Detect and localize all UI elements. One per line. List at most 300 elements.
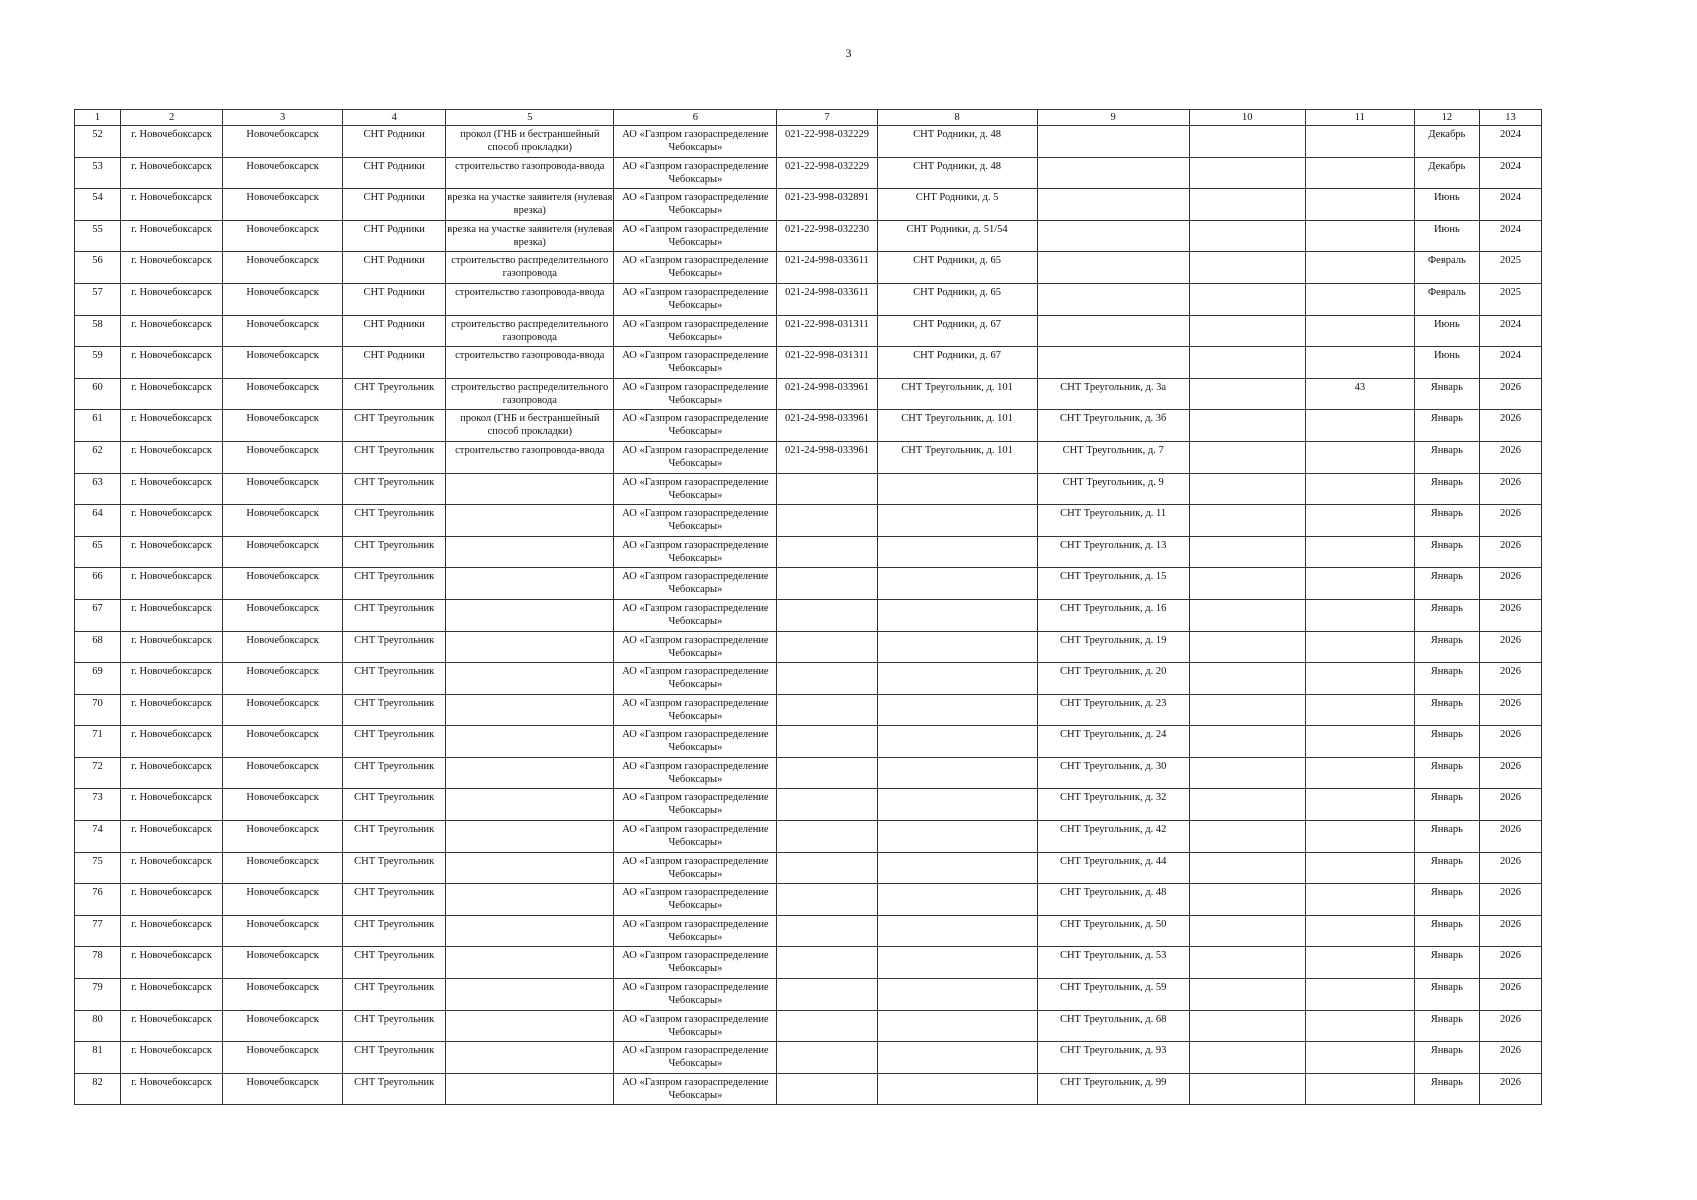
table-cell xyxy=(1305,189,1414,221)
table-cell: 57 xyxy=(75,283,121,315)
table-cell: Новочебоксарск xyxy=(223,821,343,853)
table-cell: АО «Газпром газораспределение Чебоксары» xyxy=(614,979,777,1011)
table-row xyxy=(75,947,1542,979)
table-cell: АО «Газпром газораспределение Чебоксары» xyxy=(614,441,777,473)
table-cell: СНТ Родники xyxy=(343,283,446,315)
table-cell xyxy=(1305,726,1414,758)
table-cell: 71 xyxy=(75,726,121,758)
table-cell: 2024 xyxy=(1479,157,1541,189)
table-cell: АО «Газпром газораспределение Чебоксары» xyxy=(614,694,777,726)
table-cell: СНТ Треугольник xyxy=(343,536,446,568)
table-cell: АО «Газпром газораспределение Чебоксары» xyxy=(614,473,777,505)
table-row xyxy=(75,126,1542,158)
table-cell xyxy=(1305,536,1414,568)
table-cell: 2026 xyxy=(1479,505,1541,537)
table-cell xyxy=(1189,473,1305,505)
table-cell: 2025 xyxy=(1479,252,1541,284)
table-cell: Январь xyxy=(1414,726,1479,758)
table-cell xyxy=(1189,126,1305,158)
table-cell: АО «Газпром газораспределение Чебоксары» xyxy=(614,884,777,916)
table-cell: АО «Газпром газораспределение Чебоксары» xyxy=(614,1010,777,1042)
table-row xyxy=(75,1010,1542,1042)
table-cell: г. Новочебоксарск xyxy=(121,189,223,221)
table-cell: 021-24-998-033961 xyxy=(777,410,877,442)
table-cell: СНТ Треугольник xyxy=(343,631,446,663)
table-cell xyxy=(1037,283,1189,315)
table-cell: Новочебоксарск xyxy=(223,947,343,979)
table-cell: 56 xyxy=(75,252,121,284)
column-header: 1 xyxy=(75,110,121,126)
table-cell xyxy=(777,947,877,979)
table-row xyxy=(75,821,1542,853)
table-cell xyxy=(1305,1073,1414,1105)
table-cell: 70 xyxy=(75,694,121,726)
table-cell: г. Новочебоксарск xyxy=(121,1042,223,1074)
table-row xyxy=(75,694,1542,726)
table-cell: 2024 xyxy=(1479,220,1541,252)
table-cell: АО «Газпром газораспределение Чебоксары» xyxy=(614,915,777,947)
table-cell: 021-22-998-031311 xyxy=(777,347,877,379)
table-cell: Новочебоксарск xyxy=(223,505,343,537)
table-cell xyxy=(877,631,1037,663)
table-cell: Январь xyxy=(1414,663,1479,695)
table-cell xyxy=(1189,789,1305,821)
table-cell: Январь xyxy=(1414,757,1479,789)
table-cell: Январь xyxy=(1414,821,1479,853)
table-cell: Январь xyxy=(1414,789,1479,821)
table-row xyxy=(75,1073,1542,1105)
table-cell: Новочебоксарск xyxy=(223,884,343,916)
table-row xyxy=(75,789,1542,821)
table-cell: г. Новочебоксарск xyxy=(121,568,223,600)
table-cell xyxy=(1305,821,1414,853)
table-cell xyxy=(1189,252,1305,284)
table-cell: АО «Газпром газораспределение Чебоксары» xyxy=(614,157,777,189)
table-cell: Январь xyxy=(1414,1010,1479,1042)
table-cell: 76 xyxy=(75,884,121,916)
table-row xyxy=(75,252,1542,284)
table-cell xyxy=(1037,189,1189,221)
table-cell xyxy=(446,473,614,505)
table-cell: Новочебоксарск xyxy=(223,757,343,789)
table-cell xyxy=(777,536,877,568)
column-header: 11 xyxy=(1305,110,1414,126)
table-cell xyxy=(877,915,1037,947)
table-cell: Новочебоксарск xyxy=(223,220,343,252)
table-cell: СНТ Треугольник, д. 23 xyxy=(1037,694,1189,726)
table-cell: СНТ Треугольник, д. 50 xyxy=(1037,915,1189,947)
table-cell xyxy=(877,726,1037,758)
table-cell: СНТ Треугольник xyxy=(343,441,446,473)
table-cell: 2026 xyxy=(1479,915,1541,947)
table-cell xyxy=(446,947,614,979)
table-cell: Январь xyxy=(1414,378,1479,410)
table-cell: 2026 xyxy=(1479,1010,1541,1042)
table-cell xyxy=(1189,378,1305,410)
table-cell xyxy=(877,979,1037,1011)
table-cell: 2026 xyxy=(1479,947,1541,979)
table-cell: 021-22-998-032230 xyxy=(777,220,877,252)
table-cell xyxy=(446,757,614,789)
table-cell xyxy=(777,757,877,789)
table-cell: СНТ Родники xyxy=(343,126,446,158)
table-cell: СНТ Треугольник xyxy=(343,947,446,979)
table-row xyxy=(75,757,1542,789)
table-cell: 2026 xyxy=(1479,757,1541,789)
table-cell: СНТ Треугольник xyxy=(343,694,446,726)
table-cell: СНТ Треугольник xyxy=(343,1010,446,1042)
table-cell xyxy=(446,979,614,1011)
table-cell: АО «Газпром газораспределение Чебоксары» xyxy=(614,410,777,442)
table-cell xyxy=(1037,347,1189,379)
table-cell: г. Новочебоксарск xyxy=(121,821,223,853)
table-cell: г. Новочебоксарск xyxy=(121,1073,223,1105)
table-cell: СНТ Родники xyxy=(343,157,446,189)
table-cell: АО «Газпром газораспределение Чебоксары» xyxy=(614,599,777,631)
table-cell: Новочебоксарск xyxy=(223,1073,343,1105)
table-cell: Новочебоксарск xyxy=(223,694,343,726)
table-cell: СНТ Треугольник, д. 48 xyxy=(1037,884,1189,916)
table-cell: 2026 xyxy=(1479,979,1541,1011)
table-row xyxy=(75,378,1542,410)
table-cell xyxy=(777,599,877,631)
table-cell: СНТ Родники, д. 48 xyxy=(877,126,1037,158)
table-cell xyxy=(1189,852,1305,884)
table-cell: 021-23-998-032891 xyxy=(777,189,877,221)
table-cell xyxy=(1189,315,1305,347)
table-cell: г. Новочебоксарск xyxy=(121,473,223,505)
table-cell xyxy=(877,947,1037,979)
table-cell xyxy=(1037,252,1189,284)
table-cell: СНТ Родники, д. 67 xyxy=(877,315,1037,347)
table-cell: Январь xyxy=(1414,884,1479,916)
table-cell: Новочебоксарск xyxy=(223,1042,343,1074)
table-cell xyxy=(1189,915,1305,947)
table-cell: АО «Газпром газораспределение Чебоксары» xyxy=(614,663,777,695)
table-cell xyxy=(777,663,877,695)
page-number: 3 xyxy=(845,46,852,60)
table-cell xyxy=(1189,631,1305,663)
table-cell: Январь xyxy=(1414,947,1479,979)
table-cell xyxy=(1189,410,1305,442)
table-cell: 021-22-998-032229 xyxy=(777,126,877,158)
table-cell: СНТ Родники xyxy=(343,347,446,379)
table-cell xyxy=(777,568,877,600)
table-cell: Январь xyxy=(1414,1042,1479,1074)
table-cell: прокол (ГНБ и бестраншейный способ прокладки) xyxy=(446,126,614,158)
table-cell: Январь xyxy=(1414,441,1479,473)
table-cell xyxy=(1305,220,1414,252)
table-cell xyxy=(1189,220,1305,252)
table-cell: Январь xyxy=(1414,694,1479,726)
table-cell: 2026 xyxy=(1479,473,1541,505)
table-cell: СНТ Треугольник, д. 20 xyxy=(1037,663,1189,695)
table-row xyxy=(75,631,1542,663)
table-cell xyxy=(1189,599,1305,631)
table-cell xyxy=(446,821,614,853)
table-cell: прокол (ГНБ и бестраншейный способ прокладки) xyxy=(446,410,614,442)
table-cell: СНТ Треугольник xyxy=(343,979,446,1011)
table-cell: Новочебоксарск xyxy=(223,979,343,1011)
table-cell: СНТ Треугольник, д. 101 xyxy=(877,410,1037,442)
table-cell: АО «Газпром газораспределение Чебоксары» xyxy=(614,283,777,315)
table-cell: 72 xyxy=(75,757,121,789)
table-cell: СНТ Треугольник, д. 7 xyxy=(1037,441,1189,473)
table-cell: 66 xyxy=(75,568,121,600)
table-cell: СНТ Родники xyxy=(343,220,446,252)
column-header: 8 xyxy=(877,110,1037,126)
table-cell: АО «Газпром газораспределение Чебоксары» xyxy=(614,1073,777,1105)
table-cell: СНТ Треугольник xyxy=(343,757,446,789)
table-cell xyxy=(1305,789,1414,821)
table-cell: 63 xyxy=(75,473,121,505)
table-cell: г. Новочебоксарск xyxy=(121,410,223,442)
table-cell xyxy=(446,568,614,600)
table-cell: 2026 xyxy=(1479,1073,1541,1105)
table-cell: СНТ Треугольник xyxy=(343,505,446,537)
table-cell: врезка на участке заявителя (нулевая врезка) xyxy=(446,189,614,221)
table-cell xyxy=(877,536,1037,568)
table-cell: 78 xyxy=(75,947,121,979)
table-cell: Декабрь xyxy=(1414,157,1479,189)
table-cell xyxy=(1189,536,1305,568)
table-cell: Новочебоксарск xyxy=(223,441,343,473)
table-cell: 021-24-998-033611 xyxy=(777,252,877,284)
table-cell xyxy=(1189,441,1305,473)
table-cell xyxy=(877,1010,1037,1042)
table-cell: СНТ Треугольник, д. 3а xyxy=(1037,378,1189,410)
table-cell: АО «Газпром газораспределение Чебоксары» xyxy=(614,536,777,568)
table-cell xyxy=(777,852,877,884)
table-cell xyxy=(446,1010,614,1042)
table-cell xyxy=(1305,947,1414,979)
table-row xyxy=(75,599,1542,631)
table-row xyxy=(75,568,1542,600)
table-cell: Новочебоксарск xyxy=(223,347,343,379)
table-cell: Новочебоксарск xyxy=(223,726,343,758)
table-cell: 73 xyxy=(75,789,121,821)
table-cell xyxy=(1305,694,1414,726)
table-cell: Июнь xyxy=(1414,315,1479,347)
table-cell: г. Новочебоксарск xyxy=(121,347,223,379)
table-cell: Новочебоксарск xyxy=(223,189,343,221)
table-cell: 2026 xyxy=(1479,378,1541,410)
table-cell: Февраль xyxy=(1414,252,1479,284)
table-cell: 2026 xyxy=(1479,568,1541,600)
table-cell: СНТ Треугольник xyxy=(343,410,446,442)
table-cell xyxy=(877,473,1037,505)
table-cell: 2026 xyxy=(1479,536,1541,568)
column-header: 4 xyxy=(343,110,446,126)
table-cell: 2025 xyxy=(1479,283,1541,315)
table-cell: 2024 xyxy=(1479,126,1541,158)
table-cell: 67 xyxy=(75,599,121,631)
table-cell: 2026 xyxy=(1479,694,1541,726)
table-row xyxy=(75,220,1542,252)
table-cell xyxy=(877,757,1037,789)
table-cell: 60 xyxy=(75,378,121,410)
table-cell: АО «Газпром газораспределение Чебоксары» xyxy=(614,252,777,284)
table-cell xyxy=(877,694,1037,726)
table-cell xyxy=(446,663,614,695)
table-cell xyxy=(446,852,614,884)
table-cell xyxy=(446,536,614,568)
table-cell: 77 xyxy=(75,915,121,947)
table-cell: СНТ Родники xyxy=(343,315,446,347)
table-cell: г. Новочебоксарск xyxy=(121,947,223,979)
table-cell: СНТ Треугольник, д. 9 xyxy=(1037,473,1189,505)
table-cell: Январь xyxy=(1414,410,1479,442)
table-cell: АО «Газпром газораспределение Чебоксары» xyxy=(614,189,777,221)
table-cell xyxy=(1305,631,1414,663)
table-cell: СНТ Треугольник, д. 11 xyxy=(1037,505,1189,537)
table-cell: Новочебоксарск xyxy=(223,789,343,821)
table-cell: АО «Газпром газораспределение Чебоксары» xyxy=(614,757,777,789)
table-cell: Январь xyxy=(1414,536,1479,568)
table-cell: г. Новочебоксарск xyxy=(121,1010,223,1042)
table-cell: СНТ Треугольник, д. 32 xyxy=(1037,789,1189,821)
table-cell xyxy=(777,884,877,916)
table-row xyxy=(75,283,1542,315)
table-body xyxy=(75,126,1542,1105)
table-cell: АО «Газпром газораспределение Чебоксары» xyxy=(614,821,777,853)
table-cell: Июнь xyxy=(1414,189,1479,221)
table-cell xyxy=(1037,126,1189,158)
table-cell: 82 xyxy=(75,1073,121,1105)
table-cell: 021-22-998-031311 xyxy=(777,315,877,347)
table-cell xyxy=(877,505,1037,537)
table-cell: АО «Газпром газораспределение Чебоксары» xyxy=(614,789,777,821)
table-cell: АО «Газпром газораспределение Чебоксары» xyxy=(614,315,777,347)
table-row xyxy=(75,441,1542,473)
table-cell xyxy=(1189,505,1305,537)
table-row xyxy=(75,189,1542,221)
table-cell xyxy=(1305,757,1414,789)
table-cell: СНТ Треугольник, д. 53 xyxy=(1037,947,1189,979)
table-cell: Новочебоксарск xyxy=(223,157,343,189)
table-cell: АО «Газпром газораспределение Чебоксары» xyxy=(614,568,777,600)
table-cell xyxy=(1189,757,1305,789)
table-cell: 59 xyxy=(75,347,121,379)
table-cell: Новочебоксарск xyxy=(223,663,343,695)
table-cell: г. Новочебоксарск xyxy=(121,915,223,947)
table-cell: Январь xyxy=(1414,473,1479,505)
table-cell: 2026 xyxy=(1479,821,1541,853)
table-cell: Новочебоксарск xyxy=(223,473,343,505)
table-cell xyxy=(446,1073,614,1105)
table-cell: г. Новочебоксарск xyxy=(121,979,223,1011)
table-row xyxy=(75,410,1542,442)
table-cell: 2026 xyxy=(1479,1042,1541,1074)
table-cell: СНТ Треугольник xyxy=(343,789,446,821)
table-cell: г. Новочебоксарск xyxy=(121,789,223,821)
table-cell: СНТ Треугольник, д. 99 xyxy=(1037,1073,1189,1105)
table-cell: Январь xyxy=(1414,915,1479,947)
table-row xyxy=(75,884,1542,916)
table-cell xyxy=(1189,694,1305,726)
column-header: 6 xyxy=(614,110,777,126)
table-cell xyxy=(877,821,1037,853)
table-cell: 74 xyxy=(75,821,121,853)
table-cell xyxy=(777,694,877,726)
table-cell: 69 xyxy=(75,663,121,695)
table-row xyxy=(75,536,1542,568)
table-cell: г. Новочебоксарск xyxy=(121,536,223,568)
table-cell: 81 xyxy=(75,1042,121,1074)
table-cell: Новочебоксарск xyxy=(223,252,343,284)
table-cell: СНТ Родники, д. 5 xyxy=(877,189,1037,221)
table-cell xyxy=(1305,1042,1414,1074)
table-row xyxy=(75,915,1542,947)
table-cell: СНТ Треугольник xyxy=(343,473,446,505)
table-cell: СНТ Треугольник, д. 42 xyxy=(1037,821,1189,853)
table-cell xyxy=(877,1042,1037,1074)
table-cell: г. Новочебоксарск xyxy=(121,315,223,347)
table-cell: строительство распределительного газопровода xyxy=(446,315,614,347)
table-cell: г. Новочебоксарск xyxy=(121,726,223,758)
table-cell: 61 xyxy=(75,410,121,442)
table-cell xyxy=(1189,189,1305,221)
table-cell xyxy=(446,599,614,631)
table-cell: СНТ Родники, д. 48 xyxy=(877,157,1037,189)
table-cell: СНТ Треугольник, д. 101 xyxy=(877,378,1037,410)
table-cell xyxy=(1305,347,1414,379)
table-cell: г. Новочебоксарск xyxy=(121,505,223,537)
table-row xyxy=(75,852,1542,884)
column-header: 3 xyxy=(223,110,343,126)
table-cell: г. Новочебоксарск xyxy=(121,441,223,473)
table-cell: 2026 xyxy=(1479,884,1541,916)
table-cell xyxy=(1037,220,1189,252)
table-cell: Июнь xyxy=(1414,347,1479,379)
table-cell: СНТ Треугольник, д. 30 xyxy=(1037,757,1189,789)
table-cell xyxy=(1189,1042,1305,1074)
table-cell: 021-22-998-032229 xyxy=(777,157,877,189)
table-cell: Июнь xyxy=(1414,220,1479,252)
table-cell xyxy=(777,915,877,947)
column-header: 10 xyxy=(1189,110,1305,126)
table-cell: 2026 xyxy=(1479,663,1541,695)
table-cell xyxy=(877,663,1037,695)
table-cell xyxy=(1305,505,1414,537)
table-cell: г. Новочебоксарск xyxy=(121,252,223,284)
table-cell xyxy=(777,726,877,758)
table-cell: 43 xyxy=(1305,378,1414,410)
table-cell: СНТ Треугольник xyxy=(343,821,446,853)
table-cell xyxy=(1305,599,1414,631)
table-cell xyxy=(1305,1010,1414,1042)
table-cell: г. Новочебоксарск xyxy=(121,852,223,884)
table-cell: Январь xyxy=(1414,568,1479,600)
table-cell: строительство газопровода-ввода xyxy=(446,441,614,473)
column-header: 7 xyxy=(777,110,877,126)
table-cell: Декабрь xyxy=(1414,126,1479,158)
table-cell: СНТ Треугольник, д. 3б xyxy=(1037,410,1189,442)
table-cell xyxy=(1189,157,1305,189)
table-cell: СНТ Треугольник, д. 68 xyxy=(1037,1010,1189,1042)
table-cell: АО «Газпром газораспределение Чебоксары» xyxy=(614,947,777,979)
table-cell: СНТ Родники, д. 51/54 xyxy=(877,220,1037,252)
table-cell: 2026 xyxy=(1479,410,1541,442)
register-table xyxy=(74,109,1542,1105)
table-cell: строительство газопровода-ввода xyxy=(446,157,614,189)
table-cell: г. Новочебоксарск xyxy=(121,757,223,789)
table-cell xyxy=(877,1073,1037,1105)
table-cell xyxy=(1305,283,1414,315)
table-cell: 62 xyxy=(75,441,121,473)
table-cell: 2026 xyxy=(1479,852,1541,884)
table-row xyxy=(75,726,1542,758)
